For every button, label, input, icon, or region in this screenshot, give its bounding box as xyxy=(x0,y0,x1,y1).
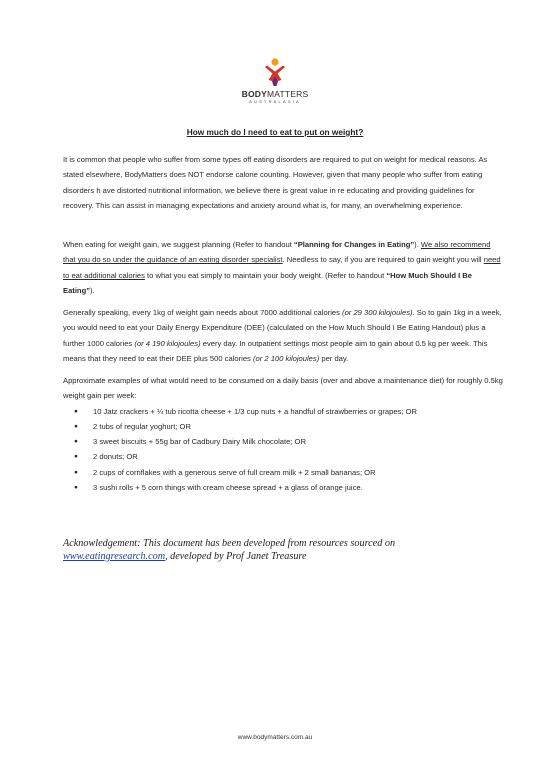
list-item: ● 2 tubs of regular yoghurt; OR xyxy=(63,419,503,434)
example-list xyxy=(63,404,503,496)
figure-logo-icon xyxy=(264,57,286,87)
brand-name: BODYMATTERS xyxy=(241,89,309,99)
list-item: ● 10 Jatz crackers + ¼ tub ricotta cheese + 1/3 cup nuts + a handful of strawberries or grapes; OR xyxy=(63,404,503,419)
list-item: ● 2 donuts; OR xyxy=(63,449,503,464)
paragraph-planning: When eating for weight gain, we suggest planning (Refer to handout “Planning for Changes in Eating”). We also recommend that you do so under the guidance of an eating disorder specialist. Needless to say, if you are required to gain weight you will need to eat additional calories to what you eat simply to maintain your body weight. (Refer to handout “How Much Should I Be Eating”). xyxy=(63,240,501,295)
list-item: ● 3 sushi rolls + 5 corn things with cream cheese spread + a glass of orange juice. xyxy=(63,480,503,495)
eatingresearch-link[interactable]: www.eatingresearch.com xyxy=(63,551,166,562)
list-item: ● 2 cups of cornflakes with a generous serve of full cream milk + 2 small bananas; OR xyxy=(63,465,503,480)
acknowledgement: Acknowledgement: This document has been developed from resources sourced on www.eatingresearch.com, developed by Prof Janet Treasure xyxy=(63,538,396,562)
bodymatters-logo xyxy=(0,57,550,105)
footer-url: www.bodymatters.com.au xyxy=(237,734,313,741)
list-item: ● 3 sweet biscuits + 55g bar of Cadbury Dairy Milk chocolate; OR xyxy=(63,434,503,449)
brand-subtitle: AUSTRALASIA xyxy=(249,99,301,104)
paragraph-intro: It is common that people who suffer from some types off eating disorders are required to put on weight for medical reasons. As stated elsewhere, BodyMatters does NOT endorse calorie counting. However, given that many people who suffer from eating disorders h ave distorted nutritional information, we believe there is great value in re educating and providing guidelines for recovery. This can assist in managing expectations and anxiety around what is, for many, an overwhelming experience. xyxy=(63,155,488,210)
paragraph-calories: Generally speaking, every 1kg of weight gain needs about 7000 additional calories (or 29 300 kilojoules). So to gain 1kg in a week, you would need to eat your Daily Energy Expenditure (DEE) (calculated on the How Much Should I Be Eating Handout) plus a further 1000 calories (or 4 190 kilojoules) every day. In outpatient settings most people aim to gain about 0.5 kg per week. This means that they need to eat their DEE plus 500 calories (or 2 100 kilojoules) per day. xyxy=(63,308,502,363)
paragraph-examples: Approximate examples of what would need to be consumed on a daily basis (over and above a maintenance diet) for roughly 0.5kg weight gain per week: ● 10 Jatz crackers + ¼ tub ricotta cheese + 1/3 cup nuts + a handful of strawberries or grapes; OR ● 2 tubs of regular yoghurt; OR ● 3 sweet biscuits + 55g bar of Cadbury Dairy Milk chocolate; OR ● 2 donuts; OR ● 2 cups of cornflakes with a generous serve of full cream milk + 2 small bananas; OR ● 3 sushi rolls + 5 corn things with cream cheese spread + a glass of orange juice. xyxy=(63,373,503,495)
page-title: How much do I need to eat to put on weight? xyxy=(186,127,364,137)
